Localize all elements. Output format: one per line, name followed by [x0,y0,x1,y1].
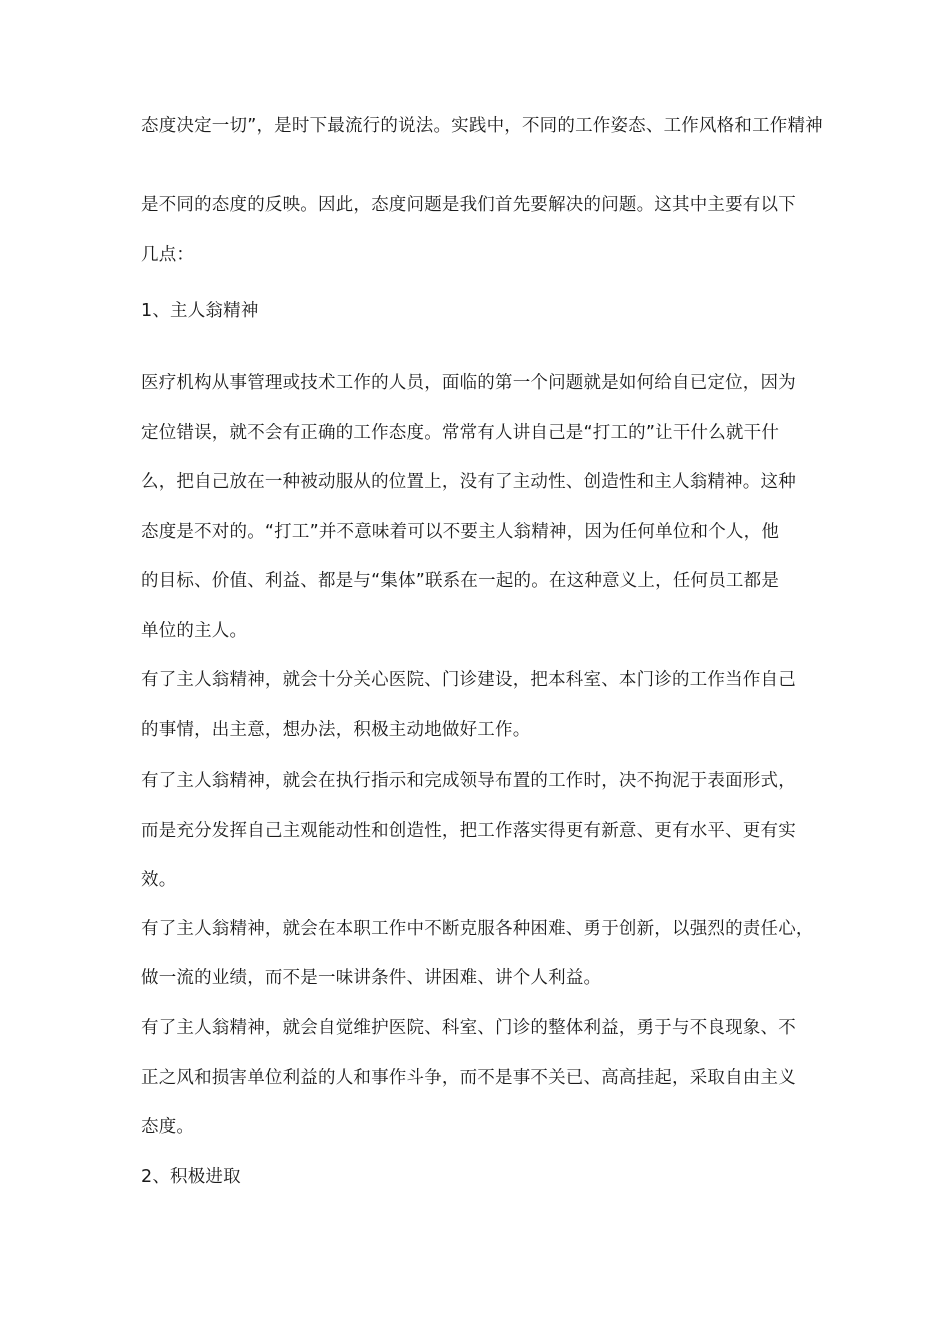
paragraph-line: 做一流的业绩，而不是一味讲条件、讲困难、讲个人利益。 [141,968,602,988]
paragraph-line: 单位的主人。 [141,621,248,641]
paragraph-line: 的目标、价值、利益、都是与“集体”联系在一起的。在这种意义上，任何员工都是 [141,571,780,591]
paragraph-line: 定位错误，就不会有正确的工作态度。常常有人讲自己是“打工的”让干什么就干什 [141,423,780,443]
paragraph-line: 正之风和损害单位利益的人和事作斗争，而不是事不关已、高高挂起，采取自由主义 [141,1068,796,1088]
section-heading: 1、主人翁精神 [141,301,259,321]
paragraph-line: 的事情，出主意，想办法，积极主动地做好工作。 [141,720,531,740]
paragraph-line: 么，把自己放在一种被动服从的位置上，没有了主动性、创造性和主人翁精神。这种 [141,472,796,492]
paragraph-line: 态度。 [141,1117,195,1137]
paragraph-line: 医疗机构从事管理或技术工作的人员，面临的第一个问题就是如何给自已定位，因为 [141,373,796,393]
section-heading: 2、积极进取 [141,1167,241,1187]
paragraph-line: 而是充分发挥自己主观能动性和创造性，把工作落实得更有新意、更有水平、更有实 [141,821,796,841]
paragraph-line: 效。 [141,870,177,890]
intro-line: 是不同的态度的反映。因此，态度问题是我们首先要解决的问题。这其中主要有以下 [141,195,796,215]
paragraph-line: 有了主人翁精神，就会在执行指示和完成领导布置的工作时，决不拘泥于表面形式， [141,771,796,791]
paragraph-line: 有了主人翁精神，就会自觉维护医院、科室、门诊的整体利益，勇于与不良现象、不 [141,1018,796,1038]
paragraph-line: 态度是不对的。“打工”并不意味着可以不要主人翁精神，因为任何单位和个人，他 [141,522,780,542]
paragraph-line: 有了主人翁精神，就会十分关心医院、门诊建设，把本科室、本门诊的工作当作自己 [141,670,796,690]
intro-line: 几点： [141,245,195,265]
intro-line: 态度决定一切”，是时下最流行的说法。实践中，不同的工作姿态、工作风格和工作精神 [141,116,823,136]
paragraph-line: 有了主人翁精神，就会在本职工作中不断克服各种困难、勇于创新，以强烈的责任心， [141,919,814,939]
